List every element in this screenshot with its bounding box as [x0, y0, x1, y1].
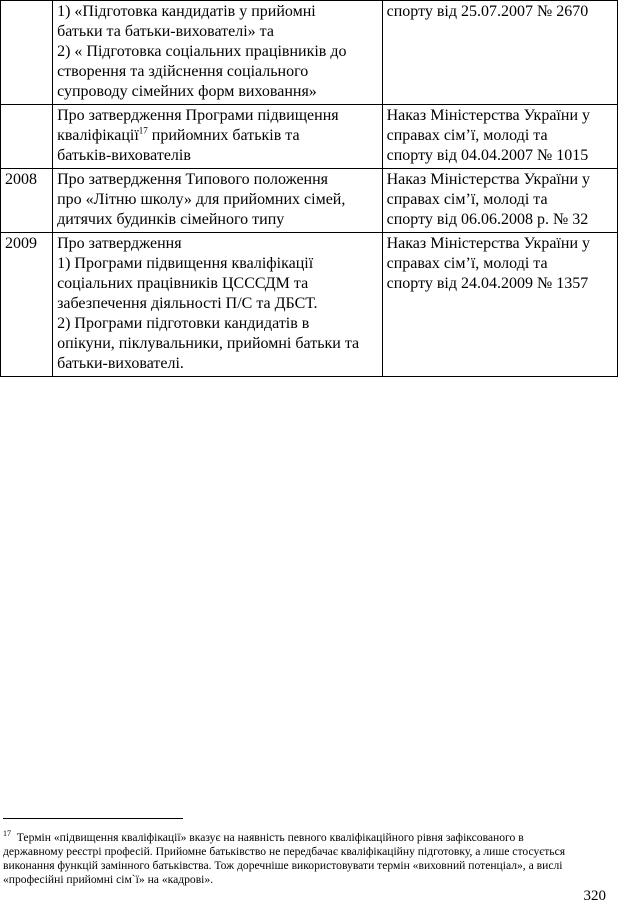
- text-line: батьки-вихователі.: [57, 355, 184, 372]
- text-line: [57, 126, 378, 146]
- text-line: Про затвердження Типового положення: [57, 171, 329, 188]
- text-fragment: прийомних батьків та: [147, 127, 300, 144]
- text-line: Про затвердження Програми підвищення: [57, 107, 339, 124]
- document-cell: [382, 1, 617, 105]
- text-line: Наказ Міністерства України у: [386, 171, 590, 188]
- table-row: [1, 105, 618, 169]
- text-line: опікуни, піклувальники, прийомні батьки та: [57, 335, 360, 352]
- text-line: спорту від 04.04.2007 № 1015: [386, 147, 589, 164]
- text-line: 2) « Підготовка соціальних працівників до: [57, 43, 347, 60]
- text-line: 1) Програми підвищення кваліфікації: [57, 255, 314, 272]
- text-line: 2) Програми підготовки кандидатів в: [57, 315, 310, 332]
- text-line: спорту від 24.04.2009 № 1357: [386, 275, 589, 292]
- year-cell: [1, 105, 53, 169]
- text-line: про «Літню школу» для прийомних сімей,: [57, 191, 346, 208]
- text-line: створення та здійснення соціального: [57, 63, 309, 80]
- footnote: [3, 831, 611, 887]
- text-line: батьки та батьки-вихователі» та: [57, 23, 274, 40]
- description-cell: [53, 105, 383, 169]
- footnote-marker: 17: [3, 829, 11, 839]
- text-line: справах сім’ї, молоді та: [386, 191, 548, 208]
- footnote-line: [3, 831, 611, 845]
- footnote-ref[interactable]: 17: [138, 125, 148, 136]
- footnote-line: «професійні прийомні сім`ї» на «кадрові».: [3, 873, 214, 886]
- footnote-divider: [3, 818, 183, 819]
- footnote-text: Термін «підвищення кваліфікації» вказує на наявність певного кваліфікаційного рівня зафіксованого в: [16, 831, 524, 844]
- document-cell: [382, 233, 617, 377]
- table-row: [1, 169, 618, 233]
- text-line: забезпечення діяльності П/С та ДБСТ.: [57, 295, 318, 312]
- text-line: супроводу сімейних форм виховання»: [57, 83, 317, 100]
- text-line: Наказ Міністерства України у: [386, 235, 590, 252]
- year-cell: 2009: [1, 233, 53, 377]
- text-line: спорту від 25.07.2007 № 2670: [386, 3, 589, 20]
- description-cell: [53, 233, 383, 377]
- programs-table: [0, 0, 618, 377]
- text-line: Наказ Міністерства України у: [386, 107, 590, 124]
- description-cell: [53, 1, 383, 105]
- text-line: спорту від 06.06.2008 р. № 32: [386, 211, 589, 228]
- text-line: дитячих будинків сімейного типу: [57, 211, 285, 228]
- page-number: 320: [583, 888, 606, 904]
- text-line: батьків-вихователів: [57, 147, 191, 164]
- footnote-line: виконання функцій замінного батьківства. Тож доречніше використовувати термін «виховний потенціал», а вислі: [3, 859, 563, 872]
- table-row: [1, 233, 618, 377]
- description-cell: [53, 169, 383, 233]
- text-line: справах сім’ї, молоді та: [386, 127, 548, 144]
- document-cell: [382, 105, 617, 169]
- text-line: справах сім’ї, молоді та: [386, 255, 548, 272]
- table-row: [1, 1, 618, 105]
- footnote-line: державному реєстрі професій. Прийомне батьківство не передбачає кваліфікаційну підготовку, а лише стосується: [3, 845, 566, 858]
- year-cell: [1, 1, 53, 105]
- text-line: соціальних працівників ЦСССДМ та: [57, 275, 309, 292]
- text-line: 1) «Підготовка кандидатів у прийомні: [57, 3, 316, 20]
- document-cell: [382, 169, 617, 233]
- text-line: Про затвердження: [57, 235, 182, 252]
- text-fragment: кваліфікації: [57, 127, 139, 144]
- year-cell: 2008: [1, 169, 53, 233]
